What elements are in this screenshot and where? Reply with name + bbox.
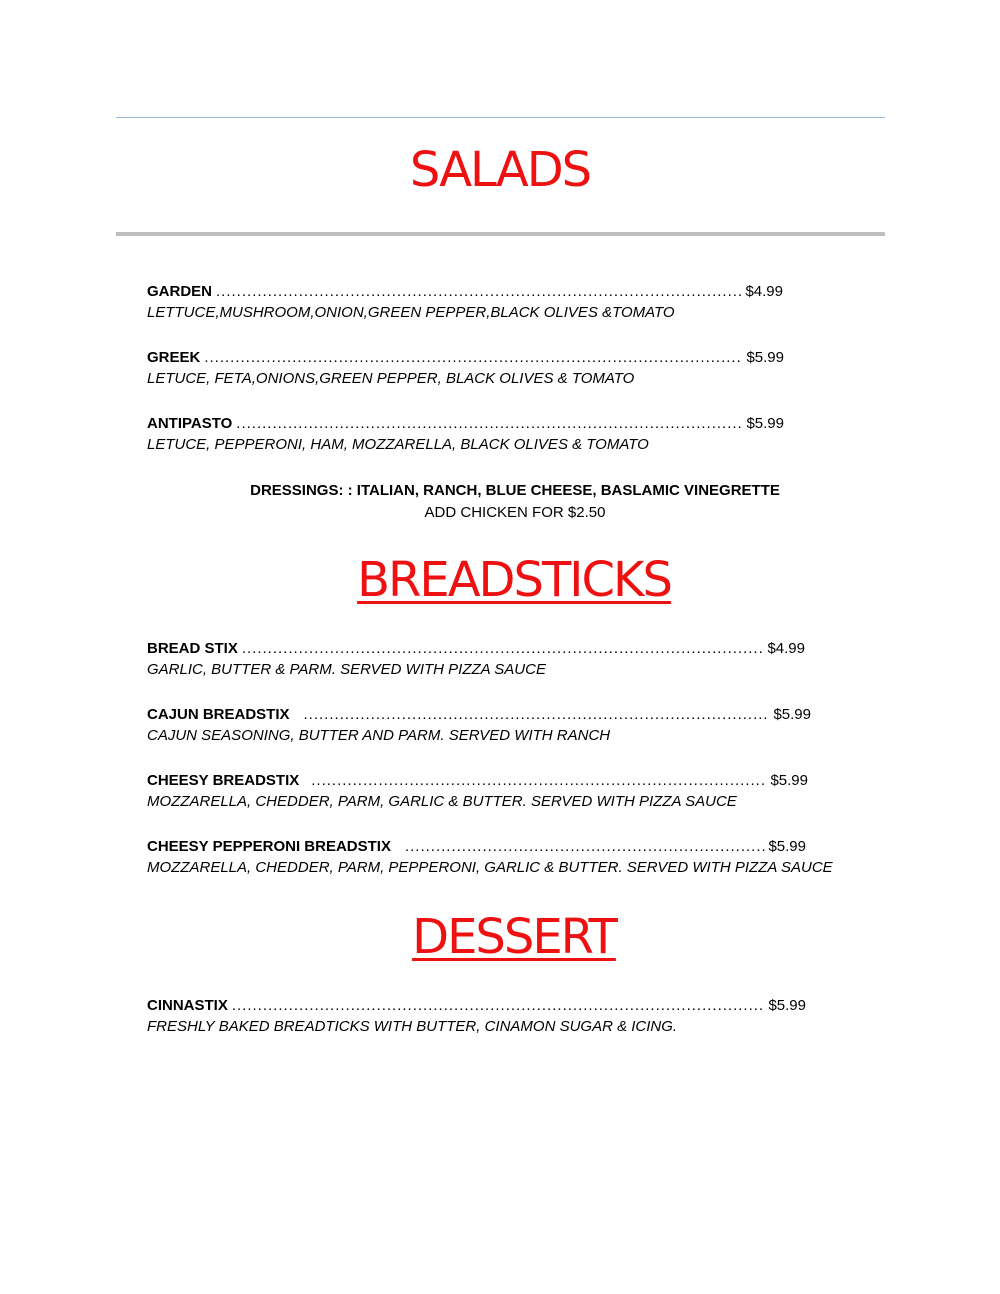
item-price: $5.99: [746, 415, 784, 432]
item-description: LETTUCE,MUSHROOM,ONION,GREEN PEPPER,BLACK OLIVES &TOMATO: [147, 304, 675, 321]
item-description: GARLIC, BUTTER & PARM. SERVED WITH PIZZA SAUCE: [147, 661, 546, 678]
item-name: CHEESY PEPPERONI BREADSTIX: [147, 838, 391, 855]
item-name: CHEESY BREADSTIX: [147, 772, 300, 789]
section-title-salads: SALADS: [409, 142, 591, 198]
dot-leader: [311, 770, 767, 791]
add-chicken-note: ADD CHICKEN FOR $2.50: [424, 504, 606, 521]
dressings-note: [0, 480, 1000, 524]
menu-item-bread-stix: [147, 638, 805, 680]
section-title-breadsticks: BREADSTICKS: [357, 552, 671, 608]
dot-leader: [304, 704, 771, 725]
menu-item-cheesy-breadstix: [147, 770, 808, 812]
dot-leader: [204, 347, 743, 368]
item-description: MOZZARELLA, CHEDDER, PARM, PEPPERONI, GARLIC & BUTTER. SERVED WITH PIZZA SAUCE: [147, 859, 833, 876]
dot-leader: [242, 638, 765, 659]
menu-item-cinnastix: [147, 995, 806, 1037]
menu-item-greek: [147, 347, 784, 389]
menu-item-cheesy-pepperoni-breadstix: [147, 836, 833, 878]
item-description: FRESHLY BAKED BREADTICKS WITH BUTTER, CINAMON SUGAR & ICING.: [147, 1018, 678, 1035]
item-name: BREAD STIX: [147, 640, 238, 657]
item-price: $4.99: [745, 283, 783, 300]
item-name: GARDEN: [147, 283, 213, 300]
menu-item-garden: [147, 281, 783, 323]
top-rule: [116, 117, 885, 118]
item-name: GREEK: [147, 349, 201, 366]
item-price: $5.99: [746, 349, 784, 366]
item-description: LETUCE, FETA,ONIONS,GREEN PEPPER, BLACK OLIVES & TOMATO: [147, 370, 635, 387]
section-title-dessert: DESSERT: [412, 909, 616, 965]
bottom-rule: [116, 232, 885, 236]
item-name: CAJUN BREADSTIX: [147, 706, 290, 723]
item-description: CAJUN SEASONING, BUTTER AND PARM. SERVED WITH RANCH: [147, 727, 611, 744]
item-description: LETUCE, PEPPERONI, HAM, MOZZARELLA, BLACK OLIVES & TOMATO: [147, 436, 649, 453]
item-price: $5.99: [773, 706, 811, 723]
menu-item-cajun-breadstix: [147, 704, 811, 746]
menu-item-antipasto: [147, 413, 784, 455]
dot-leader: [236, 413, 743, 434]
item-description: MOZZARELLA, CHEDDER, PARM, GARLIC & BUTTER. SERVED WITH PIZZA SAUCE: [147, 793, 737, 810]
item-name: ANTIPASTO: [147, 415, 233, 432]
item-price: $5.99: [768, 838, 806, 855]
item-name: CINNASTIX: [147, 997, 228, 1014]
dot-leader: [232, 995, 766, 1016]
item-price: $5.99: [770, 772, 808, 789]
dressings-list: DRESSINGS: : ITALIAN, RANCH, BLUE CHEESE, BASLAMIC VINEGRETTE: [250, 482, 780, 499]
dot-leader: [216, 281, 742, 302]
item-price: $5.99: [768, 997, 806, 1014]
item-price: $4.99: [767, 640, 805, 657]
dot-leader: [405, 836, 766, 857]
